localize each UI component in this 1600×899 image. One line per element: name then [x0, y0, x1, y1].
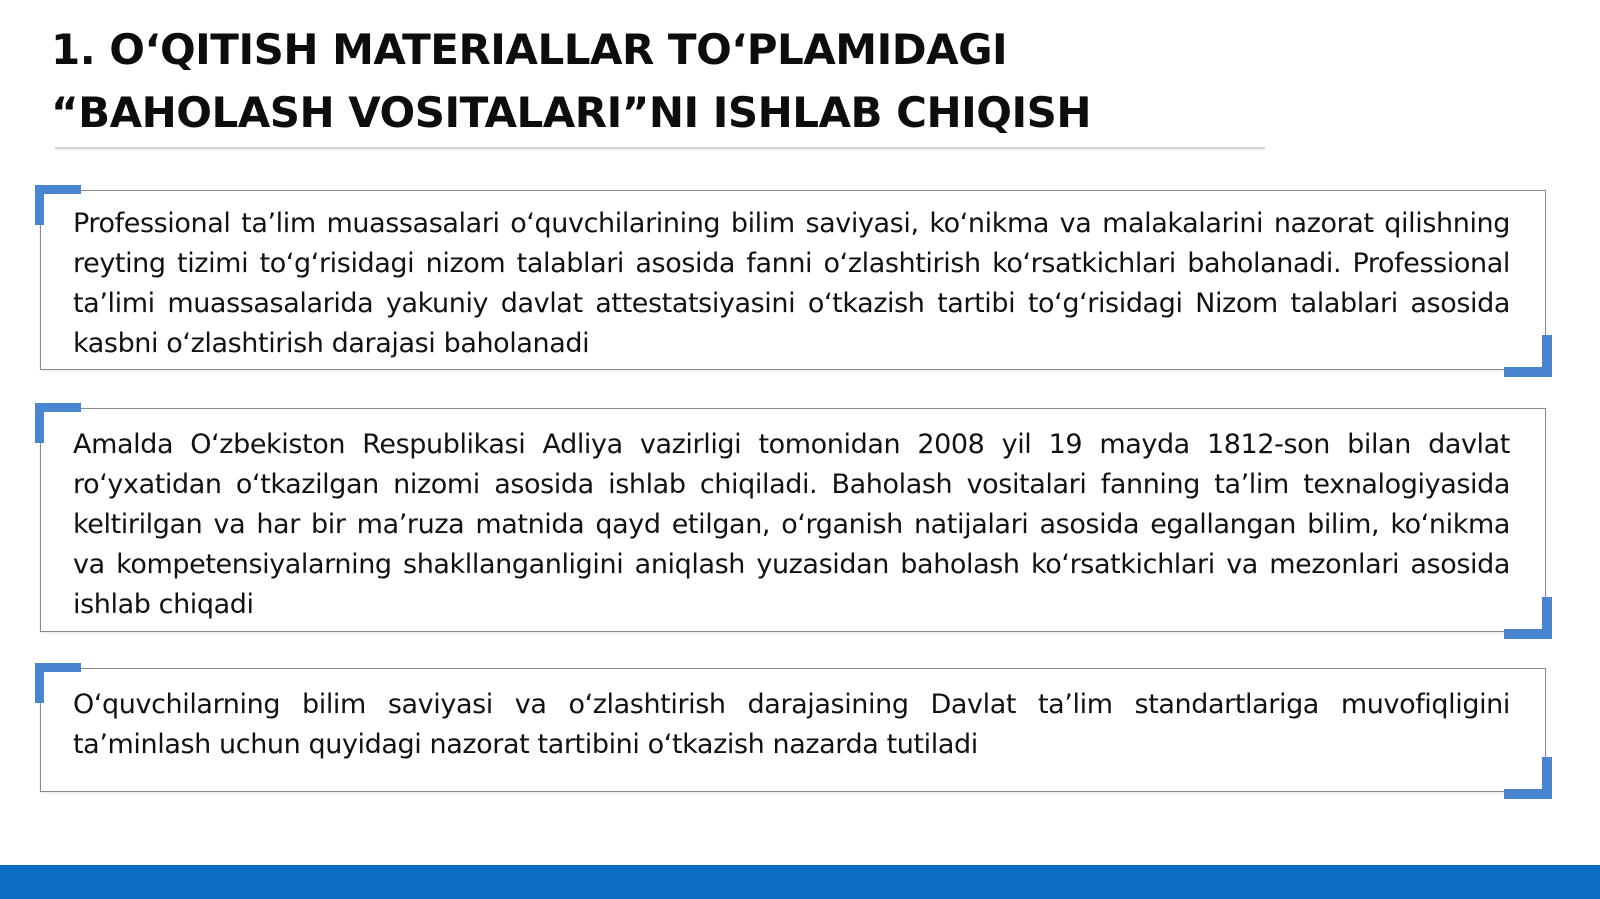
info-card-3 [40, 668, 1546, 792]
info-card-1-text: Professional ta’lim muassasalari o‘quvchilarining bilim saviyasi, ko‘nikma va malakalarini nazorat qilishning reyting tizimi to‘g‘risidagi nizom talablari asosida fanni o‘zlashtirish ko‘rsatkichlari baholanadi. Professional ta’limi muassasalarida yakuniy davlat attestatsiyasini o‘tkazish tartibi to‘g‘risidagi Nizom talablari asosida kasbni o‘zlashtirish darajasi baholanadi [73, 208, 1510, 359]
corner-bracket-bottom-right [1504, 335, 1552, 377]
info-card-2-text: Amalda O‘zbekiston Respublikasi Adliya vazirligi tomonidan 2008 yil 19 mayda 1812-son bilan davlat ro‘yxatidan o‘tkazilgan nizomi asosida ishlab chiqiladi. Baholash vositalari fanning ta’lim texnalogiyasida keltirilgan va har bir ma’ruza matnida qayd etilgan, o‘rganish natijalari asosida egallangan bilim, ko‘nikma va kompetensiyalarning shakllanganligini aniqlash yuzasidan baholash ko‘rsatkichlari va mezonlari asosida ishlab chiqadi [73, 429, 1510, 620]
title-divider [55, 147, 1265, 149]
corner-bracket-bottom-right [1504, 757, 1552, 799]
footer-bar [0, 865, 1600, 899]
corner-bracket-bottom-right [1504, 597, 1552, 639]
info-card-3-text: O‘quvchilarning bilim saviyasi va o‘zlashtirish darajasining Davlat ta’lim standartlariga muvofiqligini ta’minlash uchun quyidagi nazorat tartibini o‘tkazish nazarda tutiladi [73, 689, 1510, 760]
info-card-2 [40, 408, 1546, 632]
info-card-1 [40, 190, 1546, 370]
slide-title: 1. O‘QITISH MATERIALLAR TO‘PLAMIDAGI “BAHOLASH VOSITALARI”NI ISHLAB CHIQISH [51, 25, 1092, 137]
